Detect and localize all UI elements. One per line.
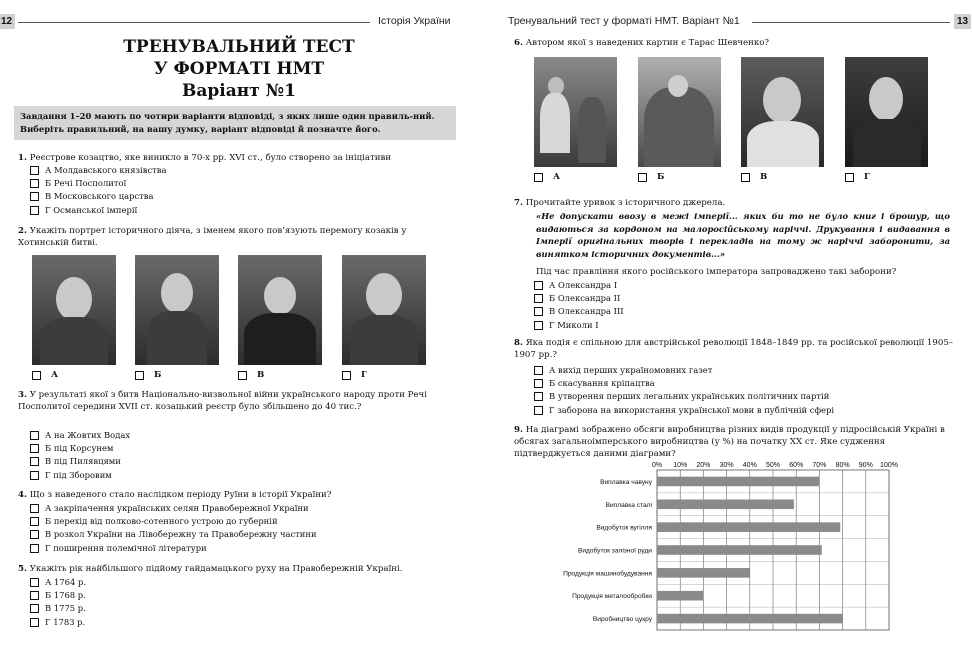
- painting-a: [534, 57, 617, 167]
- x-tick-label: 0%: [651, 462, 663, 469]
- question-7: 7. Прочитайте уривок з історичного джерела.: [514, 198, 726, 208]
- checkbox[interactable]: [342, 371, 351, 380]
- option-b[interactable]: Б Олександра ІІ: [534, 292, 624, 305]
- question-1-options: [30, 164, 167, 217]
- header-rule: [18, 22, 370, 23]
- source-quote: «Не допускати ввозу в межі імперії... яких би то не було книг і брошур, що видаються за кордоном на малоросійському наріччі. Друкування і видавання в Імперії оригінальних творів і перекладів на тому ж наріччі заборонити, за винятком історичних документів...»: [536, 211, 950, 259]
- checkbox[interactable]: [534, 294, 543, 303]
- category-label: Видобуток вугілля: [596, 524, 652, 532]
- x-tick-label: 50%: [765, 462, 781, 469]
- question-9: 9. На діаграмі зображено обсяги виробництва різних видів продукції у підросійській Україні в обсягах загальноімперського виробництва (у %) на початку ХХ ст. Яке судження підтверджується даними діаграми?: [514, 425, 945, 460]
- running-header: Історія України: [378, 15, 451, 27]
- option-g[interactable]: Г заборона на використання української мови в публічній сфері: [534, 404, 834, 417]
- category-label: Виплавка сталі: [605, 501, 652, 509]
- category-label: Виробництво цукру: [592, 616, 652, 624]
- option-v[interactable]: В розкол України на Лівобережну та Правобережну частини: [30, 528, 317, 541]
- painting-g: [845, 57, 928, 167]
- checkbox[interactable]: [30, 192, 39, 201]
- checkbox[interactable]: [30, 504, 39, 513]
- question-4: 4. Що з наведеного стало наслідком періоду Руїни в історії України?: [18, 490, 332, 500]
- running-header: Тренувальний тест у форматі НМТ. Варіант №1: [508, 15, 740, 27]
- option-a[interactable]: А Олександра І: [534, 279, 624, 292]
- painting-g-choice[interactable]: Г: [845, 172, 870, 182]
- page-gutter: [478, 0, 494, 649]
- portrait-v-choice[interactable]: В: [238, 370, 264, 380]
- option-b[interactable]: Б під Корсунем: [30, 442, 130, 455]
- left-page: [0, 0, 478, 649]
- option-g[interactable]: Г Миколи І: [534, 319, 624, 332]
- checkbox[interactable]: [534, 321, 543, 330]
- category-label: Продукція машинобудування: [563, 570, 652, 578]
- checkbox[interactable]: [30, 604, 39, 613]
- checkbox[interactable]: [30, 457, 39, 466]
- option-a[interactable]: А закріпачення українських селян Правобережної України: [30, 502, 317, 515]
- checkbox[interactable]: [30, 179, 39, 188]
- page-number: 13: [954, 14, 971, 29]
- checkbox[interactable]: [30, 618, 39, 627]
- question-8: 8. Яка подія є спільною для австрійської революції 1848–1849 рр. та російської революції 1905–1907 рр.?: [514, 338, 954, 361]
- x-tick-label: 80%: [835, 462, 850, 469]
- option-g[interactable]: Г поширення полемічної літератури: [30, 542, 317, 555]
- checkbox[interactable]: [30, 166, 39, 175]
- option-v[interactable]: В під Пилявцями: [30, 455, 130, 468]
- bar: [657, 568, 750, 578]
- checkbox[interactable]: [30, 444, 39, 453]
- option-g[interactable]: Г 1783 р.: [30, 616, 86, 629]
- variant-title: Варіант №1: [182, 81, 296, 101]
- option-v[interactable]: В Московського царства: [30, 190, 167, 203]
- checkbox[interactable]: [30, 591, 39, 600]
- question-3: 3. У результаті якої з битв Національно-визвольної війни українського народу проти Речі Посполитої середини XVII ст. козацький реєстр було збільшено до 40 тис.?: [18, 390, 427, 413]
- x-tick-label: 90%: [858, 462, 873, 469]
- option-b[interactable]: Б 1768 р.: [30, 589, 86, 602]
- category-label: Продукція металообробки: [572, 593, 652, 601]
- option-a[interactable]: А 1764 р.: [30, 576, 86, 589]
- test-title-line-1: ТРЕНУВАЛЬНИЙ ТЕСТ: [123, 37, 355, 57]
- header-rule: [752, 22, 950, 23]
- bar: [657, 477, 819, 487]
- portrait-b: [135, 255, 219, 365]
- question-2: 2. Укажіть портрет історичного діяча, з іменем якого пов’язують перемогу козаків у Хотинській битві.: [18, 226, 407, 249]
- x-tick-label: 20%: [696, 462, 711, 469]
- bar-chart: [555, 460, 898, 635]
- painting-v-choice[interactable]: В: [741, 172, 767, 182]
- checkbox[interactable]: [534, 366, 543, 375]
- option-v[interactable]: В утворення перших легальних українських політичних партій: [534, 390, 834, 403]
- option-v[interactable]: В 1775 р.: [30, 602, 86, 615]
- x-tick-label: 30%: [719, 462, 734, 469]
- painting-v: [741, 57, 824, 167]
- category-label: Видобуток залізної руди: [577, 547, 652, 555]
- option-a[interactable]: А вихід перших україномовних газет: [534, 364, 834, 377]
- checkbox[interactable]: [534, 173, 543, 182]
- option-g[interactable]: Г Османської імперії: [30, 204, 167, 217]
- question-5: 5. Укажіть рік найбільшого підйому гайдамацького руху на Правобережній Україні.: [18, 564, 403, 574]
- question-1: 1. Реєстрове козацтво, яке виникло в 70-х рр. XVI ст., було створено за ініціативи: [18, 153, 392, 163]
- bar: [657, 499, 794, 509]
- question-3-options: [30, 429, 130, 482]
- checkbox[interactable]: [238, 371, 247, 380]
- option-b[interactable]: Б скасування кріпацтва: [534, 377, 834, 390]
- checkbox[interactable]: [32, 371, 41, 380]
- checkbox[interactable]: [845, 173, 854, 182]
- painting-b: [638, 57, 721, 167]
- question-4-options: [30, 502, 317, 555]
- option-g[interactable]: Г під Зборовим: [30, 469, 130, 482]
- checkbox[interactable]: [534, 281, 543, 290]
- option-a[interactable]: А на Жовтих Водах: [30, 429, 130, 442]
- x-tick-label: 60%: [789, 462, 804, 469]
- checkbox[interactable]: [135, 371, 144, 380]
- x-tick-label: 70%: [812, 462, 827, 469]
- checkbox[interactable]: [30, 517, 39, 526]
- portrait-g-choice[interactable]: Г: [342, 370, 367, 380]
- checkbox[interactable]: [534, 392, 543, 401]
- page-number: 12: [0, 14, 15, 29]
- checkbox[interactable]: [30, 206, 39, 215]
- x-tick-label: 100%: [880, 462, 898, 469]
- option-b[interactable]: Б перехід від полково-сотенного устрою до губерній: [30, 515, 317, 528]
- portrait-v: [238, 255, 322, 365]
- bar: [657, 545, 822, 555]
- question-8-options: [534, 364, 834, 417]
- portrait-b-choice[interactable]: Б: [135, 370, 161, 380]
- checkbox[interactable]: [30, 578, 39, 587]
- test-title-line-2: У ФОРМАТІ НМТ: [153, 59, 325, 79]
- portrait-g: [342, 255, 426, 365]
- x-tick-label: 10%: [673, 462, 688, 469]
- checkbox[interactable]: [30, 544, 39, 553]
- checkbox[interactable]: [30, 471, 39, 480]
- checkbox[interactable]: [534, 307, 543, 316]
- portrait-a-choice[interactable]: А: [32, 370, 58, 380]
- portrait-a: [32, 255, 116, 365]
- checkbox[interactable]: [534, 379, 543, 388]
- option-v[interactable]: В Олександра ІІІ: [534, 305, 624, 318]
- checkbox[interactable]: [30, 530, 39, 539]
- checkbox[interactable]: [534, 406, 543, 415]
- instructions-box: Завдання 1–20 мають по чотири варіанти відповіді, з яких лише один правиль-ний. Виберіть правильний, на вашу думку, варіант відповіді й позначте його.: [14, 106, 456, 140]
- checkbox[interactable]: [638, 173, 647, 182]
- checkbox[interactable]: [30, 431, 39, 440]
- question-6: 6. Автором якої з наведених картин є Тарас Шевченко?: [514, 38, 770, 48]
- painting-b-choice[interactable]: Б: [638, 172, 664, 182]
- question-5-options: [30, 576, 86, 629]
- question-7-prompt: Під час правління якого російського імператора запроваджено такі заборони?: [536, 267, 897, 277]
- option-b[interactable]: Б Речі Посполитої: [30, 177, 167, 190]
- question-7-options: [534, 279, 624, 332]
- production-chart: [555, 460, 972, 635]
- x-tick-label: 40%: [742, 462, 757, 469]
- checkbox[interactable]: [741, 173, 750, 182]
- option-a[interactable]: А Молдавського князівства: [30, 164, 167, 177]
- bar: [657, 591, 703, 601]
- bar: [657, 614, 843, 624]
- category-label: Виплавка чавуну: [600, 478, 652, 486]
- painting-a-choice[interactable]: А: [534, 172, 560, 182]
- bar: [657, 522, 840, 532]
